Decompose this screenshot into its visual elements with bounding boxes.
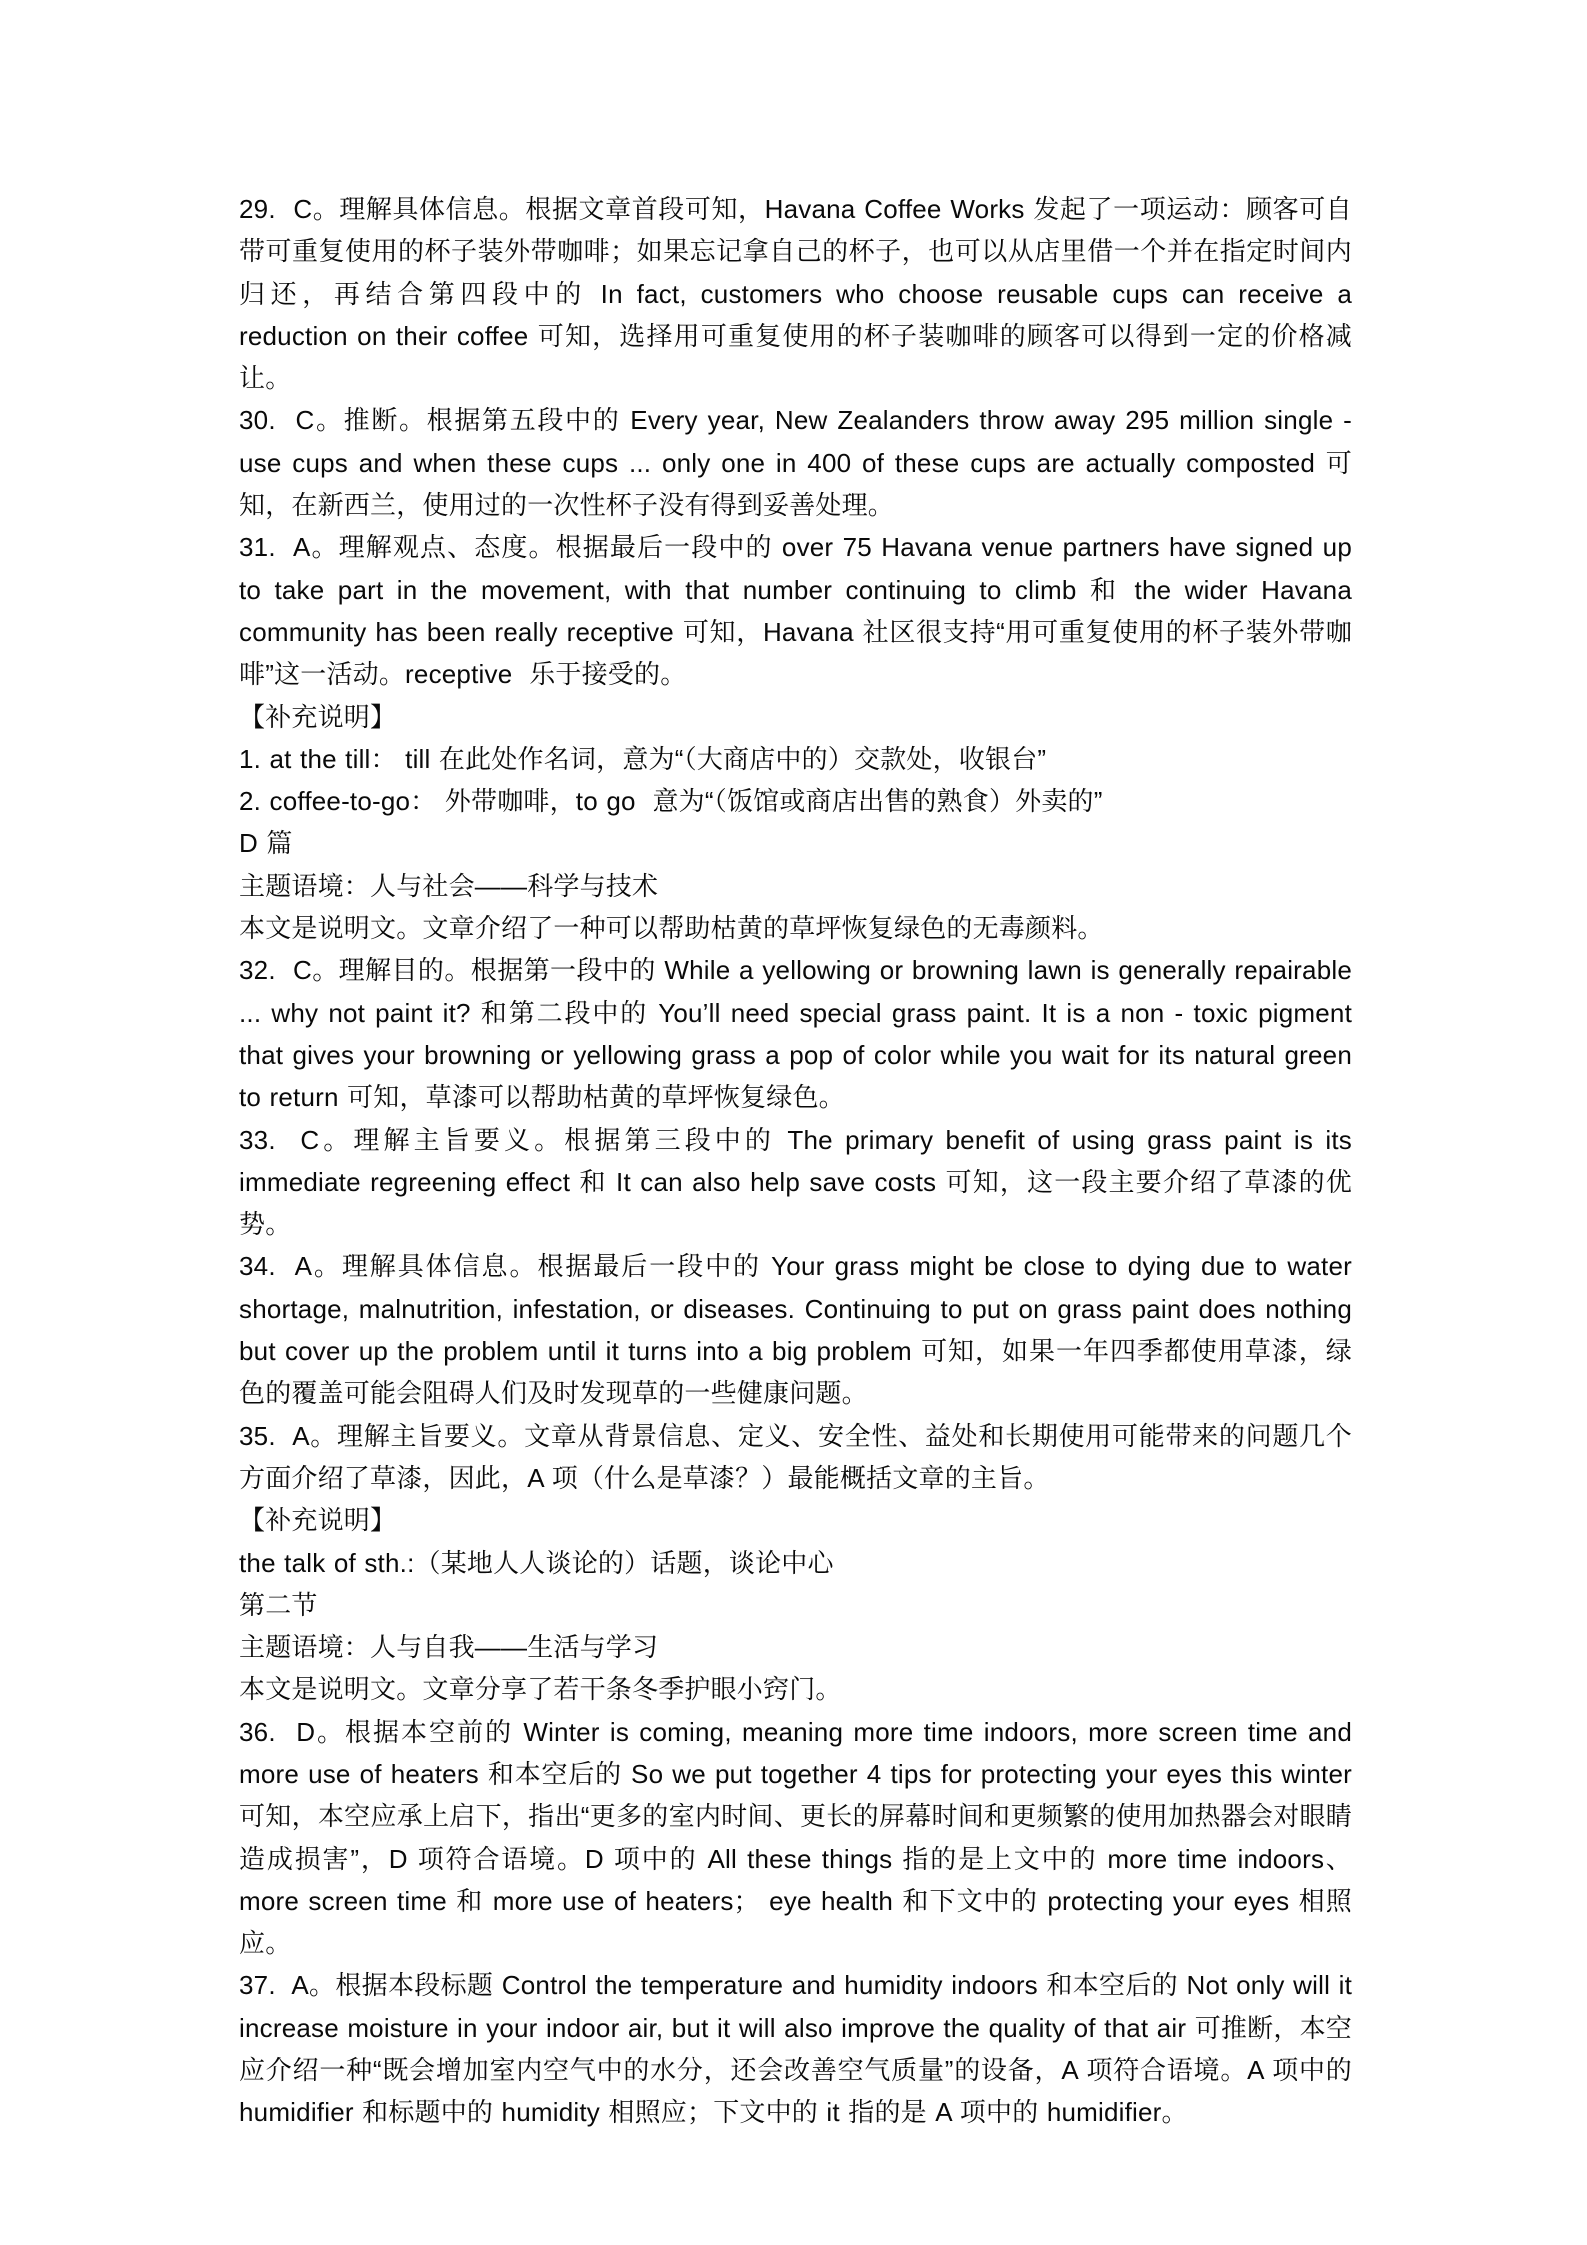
- answer-explanation-36: 36. D。根据本空前的 Winter is coming, meaning more time indoors, more screen time and more use of heaters 和本空后的 So we put together 4 tips for protecting your eyes this winter 可知，本空应承上启下，指出“更多的室内时间、更长的屏幕时间和更频繁的使用加热器会对眼睛造成损害”，D 项符合语境。D 项中的 All these things 指的是上文中的 more time indoors、more screen time 和 more use of heaters； eye health 和下文中的 protecting your eyes 相照应。: [239, 1716, 1352, 1959]
- passage-d-label: D 篇: [239, 828, 293, 859]
- supplement-note-coffee-to-go: 2. coffee-to-go： 外带咖啡，to go 意为“（饭馆或商店出售的熟食）外卖的”: [239, 786, 1103, 817]
- theme-context-section-two: 主题语境：人与自我——生活与学习: [239, 1632, 659, 1663]
- answer-explanation-29: 29. C。理解具体信息。根据文章首段可知，Havana Coffee Works 发起了一项运动：顾客可自带可重复使用的杯子装外带咖啡；如果忘记拿自己的杯子，也可以从店里借一个并在指定时间内归还，再结合第四段中的 In fact, customers who choose reusable cups can receive a reduction on their coffee 可知，选择用可重复使用的杯子装咖啡的顾客可以得到一定的价格减让。: [239, 194, 1352, 394]
- supplement-heading-passage-c: 【补充说明】: [239, 701, 397, 732]
- answer-explanation-34: 34. A。理解具体信息。根据最后一段中的 Your grass might be close to dying due to water shortage, malnutrition, infestation, or diseases. Continuing to put on grass paint does nothing but cover up the problem until it turns into a big problem 可知，如果一年四季都使用草漆，绿色的覆盖可能会阻碍人们及时发现草的一些健康问题。: [239, 1251, 1352, 1409]
- supplement-note-talk-of-sth: the talk of sth.:（某地人人谈论的）话题，谈论中心: [239, 1547, 834, 1578]
- answer-explanation-30: 30. C。推断。根据第五段中的 Every year, New Zealanders throw away 295 million single - use cups and when these cups ... only one in 400 of these cups are actually composted 可知，在新西兰，使用过的一次性杯子没有得到妥善处理。: [239, 405, 1352, 521]
- answer-key-text-block: [239, 188, 1352, 2134]
- answer-explanation-33: 33. C。理解主旨要义。根据第三段中的 The primary benefit of using grass paint is its immediate regreening effect 和 It can also help save costs 可知，这一段主要介绍了草漆的优势。: [239, 1124, 1352, 1240]
- answer-explanation-32: 32. C。理解目的。根据第一段中的 While a yellowing or browning lawn is generally repairable ... why not paint it? 和第二段中的 You’ll need special grass paint. It is a non - toxic pigment that gives your browning or yellowing grass a pop of color while you wait for its natural green to return 可知，草漆可以帮助枯黄的草坪恢复绿色。: [239, 955, 1352, 1113]
- section-two-heading: 第二节: [239, 1589, 318, 1620]
- supplement-heading-passage-d: 【补充说明】: [239, 1505, 397, 1536]
- answer-explanation-37: 37. A。根据本段标题 Control the temperature and humidity indoors 和本空后的 Not only will it increase moisture in your indoor air, but it will also improve the quality of that air 可推断，本空应介绍一种“既会增加室内空气中的水分，还会改善空气质量”的设备，A 项符合语境。A 项中的 humidifier 和标题中的 humidity 相照应；下文中的 it 指的是 A 项中的 humidifier。: [239, 1970, 1352, 2128]
- supplement-note-at-the-till: 1. at the till： till 在此处作名词，意为“（大商店中的）交款处，收银台”: [239, 743, 1047, 774]
- theme-context-passage-d: 主题语境：人与社会——科学与技术: [239, 870, 659, 901]
- passage-d-summary: 本文是说明文。文章介绍了一种可以帮助枯黄的草坪恢复绿色的无毒颜料。: [239, 913, 1104, 944]
- section-two-summary: 本文是说明文。文章分享了若干条冬季护眼小窍门。: [239, 1674, 842, 1705]
- answer-explanation-35: 35. A。理解主旨要义。文章从背景信息、定义、安全性、益处和长期使用可能带来的问题几个方面介绍了草漆，因此，A 项（什么是草漆？）最能概括文章的主旨。: [239, 1420, 1352, 1493]
- answer-explanation-31: 31. A。理解观点、态度。根据最后一段中的 over 75 Havana venue partners have signed up to take part in the movement, with that number continuing to climb 和 the wider Havana community has been really receptive 可知，Havana 社区很支持“用可重复使用的杯子装外带咖啡”这一活动。receptive 乐于接受的。: [239, 532, 1352, 690]
